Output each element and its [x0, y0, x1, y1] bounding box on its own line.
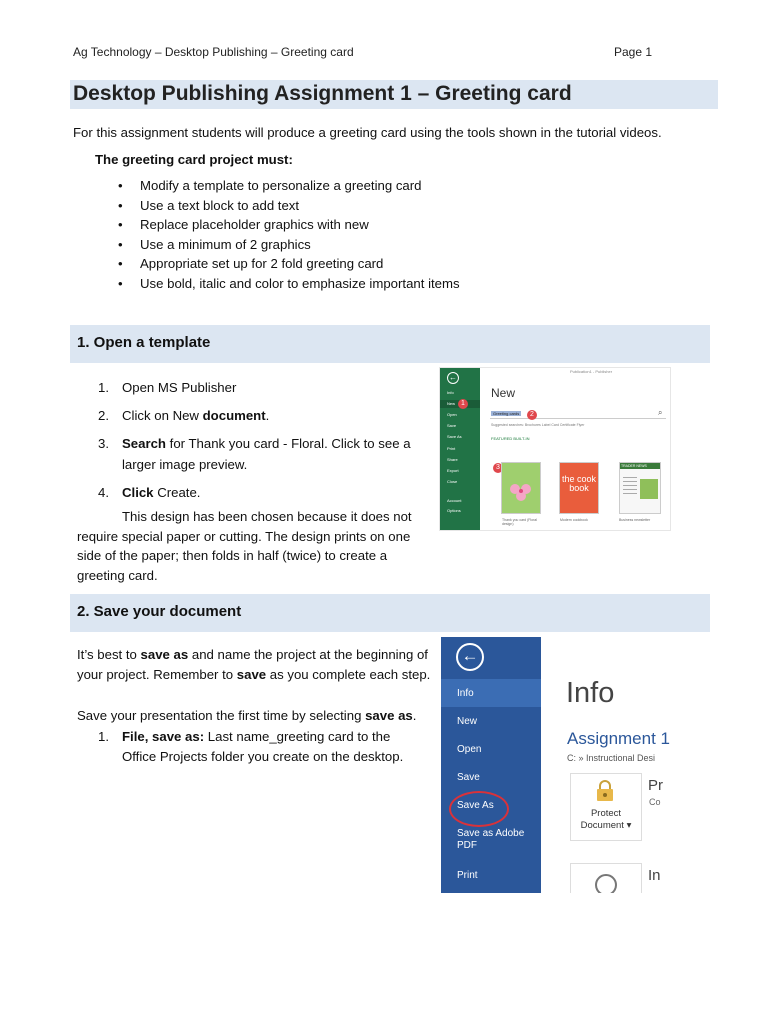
menu-item: Save As	[447, 434, 462, 439]
menu-item: Save as Adobe PDF	[457, 828, 525, 851]
selected-menu-highlight	[441, 679, 541, 707]
menu-item: New	[447, 401, 456, 406]
menu-item: Close	[447, 479, 458, 484]
requirements-list	[116, 176, 460, 294]
menu-item: Account	[447, 498, 462, 503]
publisher-new-screenshot	[439, 367, 671, 531]
menu-item: Save	[447, 423, 457, 428]
protect-document-button	[570, 773, 642, 841]
menu-item: Print	[447, 446, 456, 451]
new-heading: New	[491, 386, 516, 400]
step-badge: 1	[458, 399, 468, 409]
step-badge: 2	[527, 410, 537, 420]
search-query: Greeting cards	[493, 411, 520, 416]
word-info-screenshot	[441, 637, 670, 893]
menu-item: Share	[447, 457, 458, 462]
inspect-document-button	[570, 863, 642, 893]
save-as-highlight-circle	[449, 791, 509, 827]
menu-item: Print	[457, 870, 478, 881]
protect-label: Protect Document ▾	[580, 808, 632, 831]
page-title: Desktop Publishing Assignment 1 – Greeting card	[73, 82, 572, 105]
thumbnail-caption: Modern cookbook	[560, 518, 588, 522]
section1-steps	[98, 377, 428, 503]
truncated-heading: In	[648, 867, 661, 884]
inspect-icon	[595, 874, 617, 893]
section2-paragraph: It’s best to save as and name the project at the beginning of your project. Remember to save as you complete each step.	[77, 647, 431, 682]
cookbook-thumbnail: the cook book	[559, 462, 599, 514]
featured-tabs: FEATURED BUILT-IN	[491, 436, 530, 441]
step-item: 4. Click Create.	[98, 485, 201, 500]
backstage-sidebar	[441, 637, 541, 893]
step-badge: 3	[493, 463, 503, 473]
thumbnail-caption: Business newsletter	[619, 518, 651, 522]
window-title: Publication1 - Publisher	[570, 369, 613, 374]
running-header-left: Ag Technology – Desktop Publishing – Greeting card	[73, 45, 354, 59]
document-title: Assignment 1	[567, 729, 670, 748]
menu-item: Open	[457, 744, 482, 755]
menu-item: New	[457, 716, 478, 727]
info-heading: Info	[566, 677, 615, 709]
document-path: C: » Instructional Desi	[567, 753, 656, 763]
menu-item: Info	[457, 688, 474, 699]
list-item: • Modify a template to personalize a greeting card	[118, 178, 422, 193]
floral-graphic	[502, 463, 540, 513]
section1-title: 1. Open a template	[77, 334, 211, 351]
truncated-text: Co	[649, 797, 661, 807]
step-item: 3. Search for Thank you card - Floral. Click to see a larger image preview.	[98, 436, 411, 472]
backstage-sidebar	[440, 368, 480, 530]
list-item: • Replace placeholder graphics with new	[118, 217, 369, 233]
thumbnail-caption: Thank you card (Floral design)	[502, 518, 538, 526]
intro-paragraph: For this assignment students will produce a greeting card using the tools shown in the tutorial videos.	[73, 125, 662, 140]
list-item: • Appropriate set up for 2 fold greeting card	[118, 256, 384, 272]
lock-icon	[595, 780, 615, 802]
section1-note: This design has been chosen because it does not require special paper or cutting. The design prints on one side of the paper; then folds in half (twice) to create a greeting card.	[77, 509, 412, 583]
menu-item: Options	[447, 508, 461, 513]
page-number: Page 1	[614, 45, 653, 59]
list-item: • Use a text block to add text	[118, 197, 300, 213]
requirements-heading: The greeting card project must:	[95, 152, 293, 167]
menu-item: Open	[447, 412, 457, 417]
menu-item: Info	[447, 390, 454, 395]
menu-item: Save	[457, 772, 480, 783]
floral-card-thumbnail	[501, 462, 541, 514]
back-arrow-icon: ←	[456, 643, 484, 671]
truncated-heading: Pr	[648, 777, 663, 794]
suggested-searches: Suggested searches: Brochures Label Card Certificate Flyer	[491, 423, 585, 427]
menu-item: Export	[447, 468, 459, 473]
step-item: 1. File, save as: Last name_greeting card to the Office Projects folder you create on the desktop.	[98, 729, 404, 764]
list-item: • Use a minimum of 2 graphics	[118, 236, 311, 252]
section2-steps	[98, 727, 428, 767]
newsletter-thumbnail: TRADER NEWS	[619, 462, 661, 514]
back-arrow-icon: ←	[449, 373, 457, 382]
section2-instruction: Save your presentation the first time by selecting save as.	[77, 708, 417, 723]
menu-item: Save As	[457, 800, 494, 811]
list-item: • Use bold, italic and color to emphasize important items	[118, 275, 460, 291]
step-item: 2. Click on New document.	[98, 408, 270, 423]
search-icon: ⌕	[658, 408, 663, 417]
step-item: 1. Open MS Publisher	[98, 380, 237, 395]
section2-title: 2. Save your document	[77, 603, 242, 620]
